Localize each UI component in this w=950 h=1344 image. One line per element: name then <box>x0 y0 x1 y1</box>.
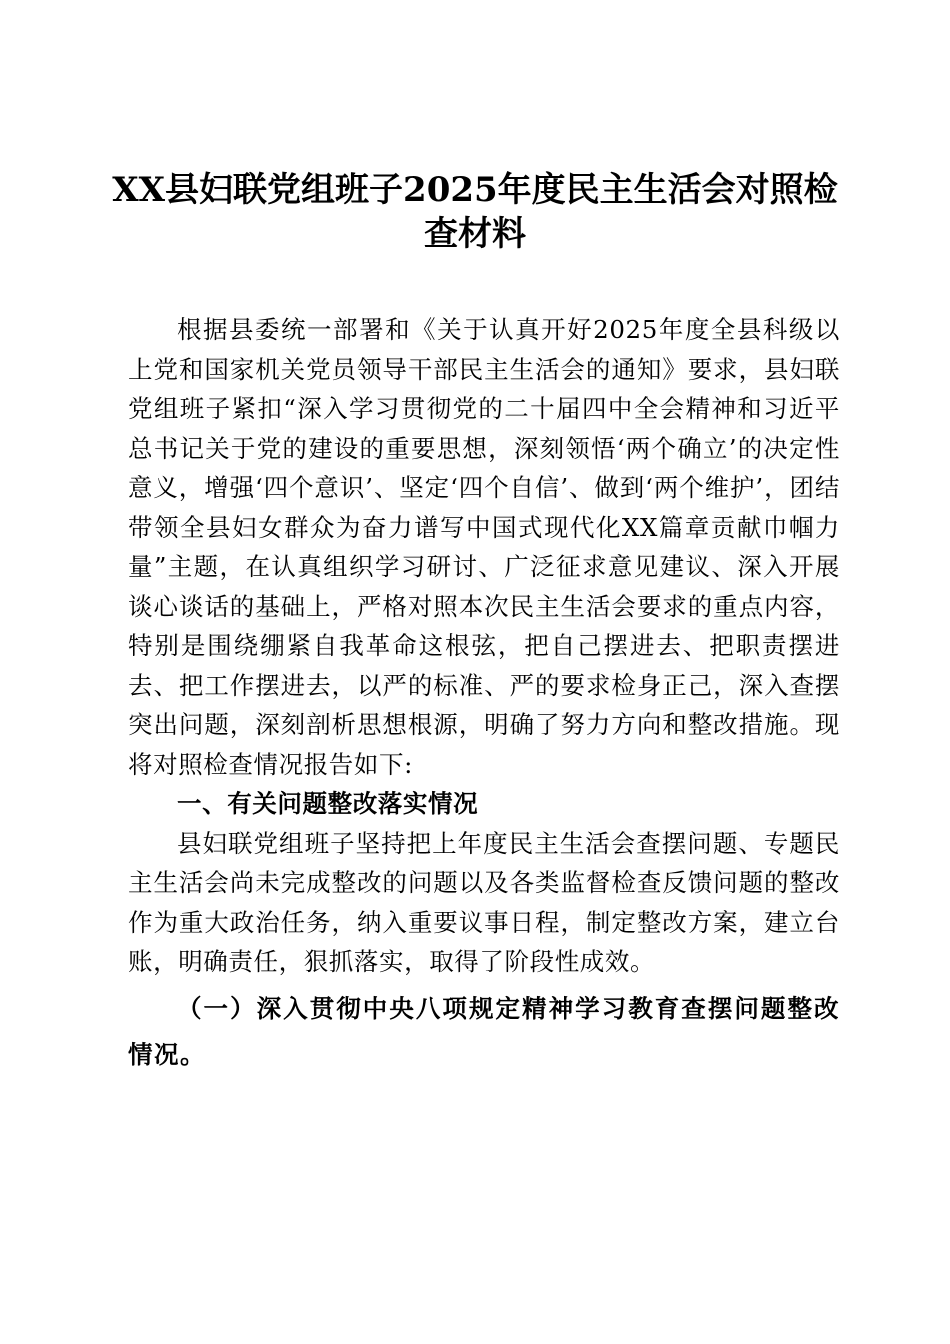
intro-paragraph: 根据县委统一部署和《关于认真开好2025年度全县科级以上党和国家机关党员领导干部民主生活会的通知》要求，县妇联党组班子紧扣“深入学习贯彻党的二十届四中全会精神和习近平总书记关于党的建设的重要思想，深刻领悟‘两个确立’的决定性意义，增强‘四个意识’、坚定‘四个自信’、做到‘两个维护’，团结带领全县妇女群众为奋力谱写中国式现代化XX篇章贡献巾帼力量”主题，在认真组织学习研讨、广泛征求意见建议、深入开展谈心谈话的基础上，严格对照本次民主生活会要求的重点内容，特别是围绕绷紧自我革命这根弦，把自己摆进去、把职责摆进去、把工作摆进去，以严的标准、严的要求检身正己，深入查摆突出问题，深刻剖析思想根源，明确了努力方向和整改措施。现将对照检查情况报告如下: <box>128 315 840 779</box>
subsection-heading-1: （一）深入贯彻中央八项规定精神学习教育查摆问题整改情况。 <box>128 993 840 1069</box>
document-title: XX县妇联党组班子2025年度民主生活会对照检查材料 <box>112 170 838 254</box>
section-heading-1: 一、有关问题整改落实情况 <box>177 789 479 818</box>
document-body <box>128 310 840 1078</box>
section-paragraph-1: 县妇联党组班子坚持把上年度民主生活会查摆问题、专题民主生活会尚未完成整改的问题以及各类监督检查反馈问题的整改作为重大政治任务，纳入重要议事日程，制定整改方案，建立台账，明确责任，狠抓落实，取得了阶段性成效。 <box>128 828 840 976</box>
